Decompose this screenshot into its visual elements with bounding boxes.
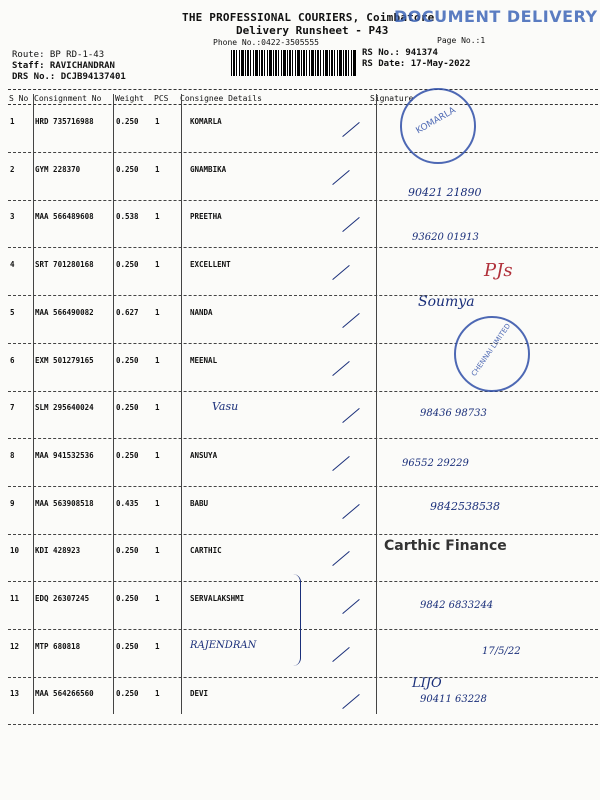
tick-mark: [342, 408, 359, 423]
row-sno: 5: [10, 307, 15, 317]
row-sno: 10: [10, 546, 20, 556]
stamp-text: CHENNAI LIMITED: [470, 322, 513, 378]
stamp-text: KOMARLA: [414, 105, 458, 137]
handwritten-name-r7: Vasu: [212, 400, 239, 413]
tick-mark: [342, 504, 359, 519]
row-consignee: BABU: [190, 498, 209, 508]
signature-r13-name: LIJO: [412, 676, 442, 691]
col-consignment: Consignment No: [34, 94, 102, 103]
row-sno: 2: [10, 164, 15, 174]
tick-mark: [342, 313, 359, 328]
signature-r12: 17/5/22: [482, 646, 521, 657]
row-weight: 0.435: [116, 498, 139, 508]
row-weight: 0.250: [116, 164, 139, 174]
col-signature: Signature: [370, 94, 414, 103]
row-weight: 0.250: [116, 689, 139, 699]
col-pcs: PCS: [154, 94, 169, 103]
table-row: [0, 391, 600, 439]
tick-mark: [332, 647, 349, 662]
row-consignment: MAA 564266560: [35, 689, 94, 699]
col-consignee: Consignee Details: [180, 94, 262, 103]
signature-r8: 96552 29229: [402, 458, 469, 469]
row-consignment: MAA 566490082: [35, 307, 94, 317]
row-consignment: MAA 566489608: [35, 212, 94, 222]
row-consignee: GNAMBIKA: [190, 164, 227, 174]
row-consignment: MTP 680818: [35, 641, 81, 651]
row-consignee: ANSUYA: [190, 450, 218, 460]
row-consignment: MAA 563908518: [35, 498, 94, 508]
row-consignment: SRT 701280168: [35, 260, 94, 270]
route: Route: BP RD-1-43: [12, 50, 105, 60]
row-weight: 0.538: [116, 212, 139, 222]
tick-mark: [332, 551, 349, 566]
header-rule-top: [8, 89, 598, 90]
row-weight: 0.250: [116, 641, 139, 651]
row-pcs: 1: [155, 164, 160, 174]
row-weight: 0.250: [116, 355, 139, 365]
table-row: [0, 487, 600, 535]
table-row: [0, 439, 600, 487]
signature-r13: 90411 63228: [420, 694, 487, 705]
signature-r7: 98436 98733: [420, 408, 487, 419]
row-consignment: SLM 295640024: [35, 403, 94, 413]
row-weight: 0.250: [116, 403, 139, 413]
handwritten-brace: [290, 574, 301, 666]
row-consignee: SERVALAKSHMI: [190, 594, 245, 603]
row-pcs: 1: [155, 260, 160, 270]
row-sno: 1: [10, 117, 15, 126]
tick-mark: [342, 217, 359, 232]
row-consignment: KDI 428923: [35, 546, 81, 556]
page-number: Page No.:1: [437, 36, 486, 45]
staff: Staff: RAVICHANDRAN: [12, 61, 115, 71]
row-consignee: NANDA: [190, 307, 213, 317]
signature-r4: PJs: [484, 260, 513, 281]
col-weight: Weight: [115, 94, 144, 103]
table-row: [0, 677, 600, 725]
row-consignee: DEVI: [190, 689, 209, 699]
table-row: [0, 534, 600, 582]
tick-mark: [342, 694, 359, 709]
row-consignment: GYM 228370: [35, 164, 81, 174]
tick-mark: [342, 599, 359, 614]
runsheet-title: Delivery Runsheet - P43: [236, 24, 389, 37]
row-sno: 3: [10, 212, 15, 222]
row-sno: 8: [10, 450, 15, 460]
row-separator: [8, 724, 598, 725]
tick-mark: [332, 456, 349, 471]
row-consignee: MEENAL: [190, 355, 218, 365]
row-sno: 13: [10, 689, 20, 699]
carthic-finance-stamp: Carthic Finance: [384, 538, 507, 554]
rs-date: RS Date: 17-May-2022: [362, 59, 471, 69]
limited-stamp: [454, 316, 530, 392]
row-consignment: EXM 501279165: [35, 355, 94, 365]
row-weight: 0.250: [116, 546, 139, 556]
row-consignee: KOMARLA: [190, 117, 222, 126]
tick-mark: [342, 122, 359, 137]
row-pcs: 1: [155, 641, 160, 651]
row-consignee: EXCELLENT: [190, 260, 231, 270]
row-sno: 7: [10, 403, 15, 413]
tick-mark: [332, 361, 349, 376]
signature-r5: Soumya: [418, 294, 475, 310]
handwritten-name-r12: RAJENDRAN: [190, 640, 257, 651]
table-row: [0, 153, 600, 201]
document-delivery-stamp: DOCUMENT DELIVERY: [394, 7, 598, 26]
row-pcs: 1: [155, 594, 160, 603]
row-weight: 0.250: [116, 260, 139, 270]
drs-number: DRS No.: DCJB94137401: [12, 72, 126, 82]
row-sno: 6: [10, 355, 15, 365]
tick-mark: [332, 265, 349, 280]
tick-mark: [332, 170, 349, 185]
row-pcs: 1: [155, 117, 160, 126]
row-weight: 0.627: [116, 307, 139, 317]
signature-r11: 9842 6833244: [420, 600, 494, 611]
phone-number: Phone No.:0422-3505555: [213, 38, 319, 47]
table-row: [0, 105, 600, 153]
row-pcs: 1: [155, 450, 160, 460]
signature-r9: 9842538538: [430, 500, 500, 513]
row-consignment: HRD 735716988: [35, 117, 94, 126]
row-weight: 0.250: [116, 594, 139, 603]
row-sno: 12: [10, 641, 20, 651]
row-pcs: 1: [155, 355, 160, 365]
company-title: THE PROFESSIONAL COURIERS, Coimbatore: [182, 11, 435, 24]
row-pcs: 1: [155, 498, 160, 508]
komarla-stamp: [400, 88, 476, 164]
row-weight: 0.250: [116, 117, 139, 126]
row-consignment: EDQ 26307245: [35, 594, 90, 603]
row-pcs: 1: [155, 307, 160, 317]
row-pcs: 1: [155, 403, 160, 413]
rs-number: RS No.: 941374: [362, 48, 438, 58]
row-weight: 0.250: [116, 450, 139, 460]
col-sno: S No: [9, 94, 29, 103]
row-consignee: CARTHIC: [190, 546, 222, 556]
row-sno: 9: [10, 498, 15, 508]
row-pcs: 1: [155, 546, 160, 556]
signature-r2: 90421 21890: [408, 186, 482, 199]
row-pcs: 1: [155, 212, 160, 222]
table-row: [0, 200, 600, 248]
row-consignee: PREETHA: [190, 212, 222, 222]
barcode: [231, 50, 356, 76]
row-consignment: MAA 941532536: [35, 450, 94, 460]
row-sno: 11: [10, 594, 20, 603]
row-sno: 4: [10, 260, 15, 270]
row-pcs: 1: [155, 689, 160, 699]
signature-r3: 93620 01913: [412, 232, 479, 243]
